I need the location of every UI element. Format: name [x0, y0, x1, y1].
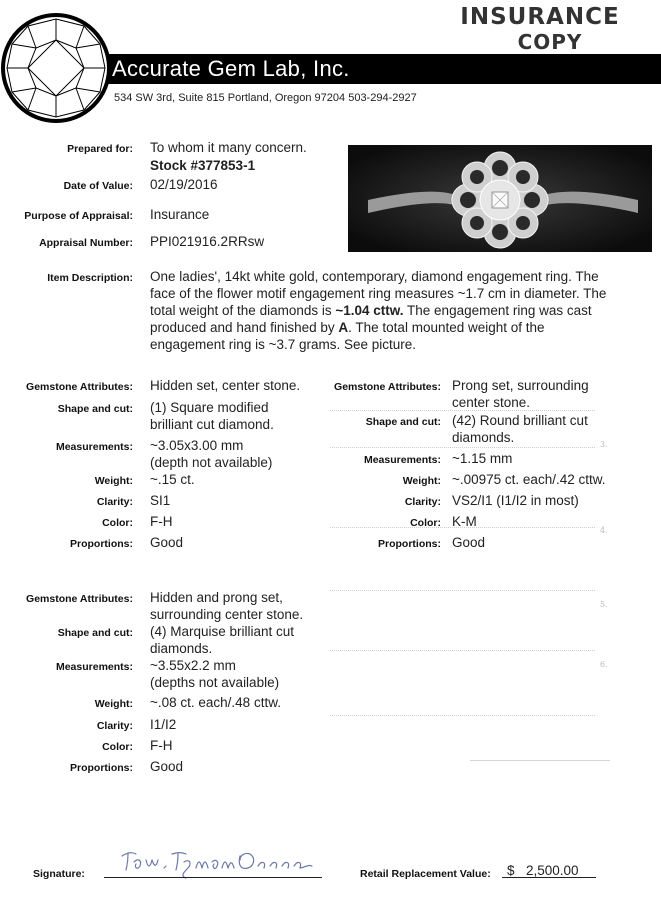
measurements-value: ~1.15 mm [452, 451, 513, 466]
shape-value: diamonds. [150, 641, 213, 656]
ring-illustration [348, 145, 652, 252]
clarity-value: VS2/I1 (I1/I2 in most) [452, 493, 579, 508]
prepared-for-label: Prepared for: [67, 143, 133, 155]
shape-value: diamonds. [452, 430, 515, 445]
date-of-value: 02/19/2016 [150, 177, 218, 192]
item-description [150, 268, 610, 353]
insurance-copy-stamp [440, 4, 640, 56]
bleed-through-marker: 6. [600, 660, 608, 669]
bleed-through-marker: 5. [600, 600, 608, 609]
total-weight: ~1.04 cttw. [335, 303, 404, 318]
stock-number: Stock #377853-1 [150, 158, 256, 173]
color-label: Color: [102, 741, 133, 753]
color-value: F-H [150, 738, 173, 753]
purpose-value: Insurance [150, 207, 210, 222]
date-of-value-label: Date of Value: [63, 180, 133, 192]
lab-name: Accurate Gem Lab, Inc. [112, 56, 350, 81]
measurements-value: (depths not available) [150, 675, 280, 690]
description-text: . The total mounted weight of the engagement ring is ~3.7 grams. See picture. [150, 320, 545, 352]
attributes-label: Gemstone Attributes: [26, 593, 133, 605]
measurements-label: Measurements: [55, 441, 133, 453]
shape-label: Shape and cut: [365, 416, 441, 428]
purpose-label: Purpose of Appraisal: [24, 210, 133, 222]
attributes-value: Hidden set, center stone. [150, 378, 301, 393]
signature-line [104, 877, 322, 878]
diamond-logo-icon [0, 12, 112, 124]
weight-label: Weight: [402, 475, 441, 487]
shape-value: (1) Square modified [150, 400, 269, 415]
appraisal-number: PPI021916.2RRsw [150, 234, 265, 249]
shape-value: (42) Round brilliant cut [452, 413, 588, 428]
description-text: The engagement ring was cast produced and hand finished by [150, 303, 592, 335]
clarity-value: I1/I2 [150, 717, 177, 732]
retail-value: 2,500.00 [526, 863, 579, 878]
item-description-label: Item Description: [47, 272, 133, 284]
shape-value: brilliant cut diamond. [150, 417, 274, 432]
maker-mark: A [338, 320, 349, 335]
proportions-value: Good [150, 759, 184, 774]
attributes-value: Prong set, surrounding [452, 378, 589, 393]
attributes-value: Hidden and prong set, [150, 590, 283, 605]
measurements-label: Measurements: [363, 454, 441, 466]
bleed-through-marker: 4. [600, 526, 608, 535]
attributes-value: surrounding center stone. [150, 607, 304, 622]
ring-photo [348, 145, 652, 252]
proportions-label: Proportions: [70, 762, 133, 774]
stamp-line-2: COPY [517, 30, 583, 54]
weight-value: ~.00975 ct. each/.42 cttw. [452, 472, 606, 487]
lab-address: 534 SW 3rd, Suite 815 Portland, Oregon 97204 503-294-2927 [114, 92, 417, 104]
appraisal-number-label: Appraisal Number: [39, 237, 133, 249]
attributes-label: Gemstone Attributes: [26, 381, 133, 393]
proportions-label: Proportions: [70, 538, 133, 550]
currency-symbol: $ [507, 863, 515, 878]
prepared-for-value: To whom it many concern. [150, 140, 307, 155]
clarity-label: Clarity: [96, 720, 133, 732]
proportions-label: Proportions: [378, 538, 441, 550]
bleed-through-marker: 3. [600, 440, 608, 449]
description-text: One ladies', 14kt white gold, contemporary, diamond engagement ring. The face of the flower motif engagement ring measures ~1.7 cm in diameter. The total weight of the diamonds is [150, 269, 607, 318]
weight-label: Weight: [94, 475, 133, 487]
retail-value-line [502, 877, 596, 878]
attributes-value: center stone. [452, 395, 531, 410]
clarity-label: Clarity: [96, 496, 133, 508]
measurements-label: Measurements: [55, 661, 133, 673]
color-value: K-M [452, 514, 477, 529]
color-label: Color: [102, 517, 133, 529]
retail-value-label: Retail Replacement Value: [360, 868, 491, 880]
attributes-label: Gemstone Attributes: [334, 381, 441, 393]
measurements-value: ~3.05x3.00 mm [150, 438, 244, 453]
shape-label: Shape and cut: [57, 627, 133, 639]
proportions-value: Good [452, 535, 486, 550]
signature-label: Signature: [33, 868, 85, 880]
weight-value: ~.08 ct. each/.48 cttw. [150, 695, 281, 710]
color-value: F-H [150, 514, 173, 529]
weight-value: ~.15 ct. [150, 472, 195, 487]
proportions-value: Good [150, 535, 184, 550]
clarity-value: SI1 [150, 493, 171, 508]
weight-label: Weight: [94, 698, 133, 710]
measurements-value: (depth not available) [150, 455, 273, 470]
clarity-label: Clarity: [404, 496, 441, 508]
measurements-value: ~3.55x2.2 mm [150, 658, 236, 673]
shape-label: Shape and cut: [57, 403, 133, 415]
handwritten-signature [118, 846, 318, 880]
stamp-line-1: INSURANCE [460, 4, 620, 30]
color-label: Color: [410, 517, 441, 529]
shape-value: (4) Marquise brilliant cut [150, 624, 295, 639]
